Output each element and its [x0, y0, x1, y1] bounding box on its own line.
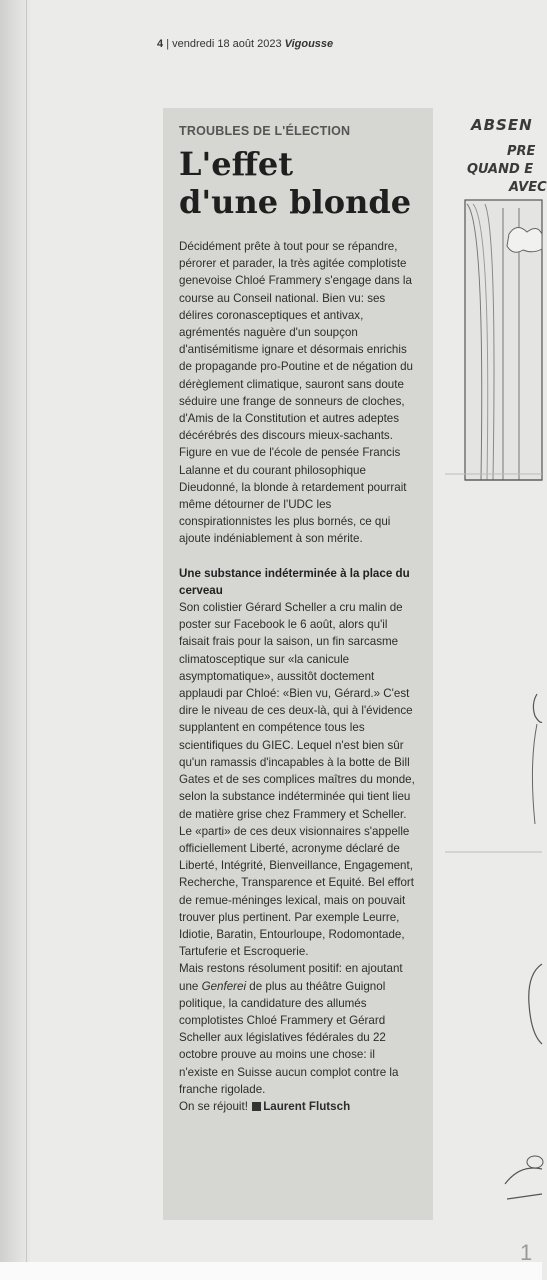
paragraph-4: [179, 960, 417, 1098]
comic-text-4: AVEC: [509, 180, 547, 195]
page-number: 4: [157, 38, 164, 50]
page-bottom-edge: [0, 1262, 542, 1280]
article-subhead: Une substance indéterminée à la place du cerveau: [179, 566, 410, 597]
paragraph-2: Son colistier Gérard Scheller a cru malin de poster sur Facebook le 6 août, alors qu'il faisait frais pour la saison, un fin sarcasme climatosceptique sur «la canicule asymptomatique», aussitôt doctement applaudi par Chloé: «Bien vu, Gérard.» C'est dire le niveau de ces deux-là, qui à l'évidence supplantent en compétence tous les scientifiques du GIEC. Lequel n'est bien sûr qu'un ramassis d'incapables à la botte de Bill Gates et de ses complices maîtres du monde, selon la substance indéterminée qui tient lieu de matière grise chez Frammery et Scheller.: [179, 601, 415, 821]
article-body: [179, 238, 417, 1115]
comic-text-1: ABSEN: [471, 116, 533, 134]
comic-text-2: PRE: [507, 144, 536, 159]
byline-square-icon: [252, 1102, 261, 1111]
page-corner-number: 1: [520, 1240, 533, 1265]
comic-panel-drawing: [445, 104, 542, 1280]
comic-column: [445, 104, 547, 1280]
comic-text-3: QUAND E: [467, 162, 534, 177]
closing-text: On se réjouit!: [179, 1099, 248, 1113]
article-headline: [179, 145, 429, 221]
publication-name: Vigousse: [284, 38, 334, 50]
page-fold: [26, 0, 27, 1280]
lead-paragraph: Décidément prête à tout pour se répandre, pérorer et parader, la très agitée complotiste genevoise Chloé Frammery s'engage dans la course au Conseil national. Bien vu: ses délires coronasceptiques et antivax, agrémentés naguère d'un soupçon d'antisémitisme ignare et désormais enrichis de propagande pro-Poutine et de négation du dérèglement climatique, sauront sans doute séduire une frange de sonneurs de cloches, d'Amis de la Constitution et autres adeptes décérébrés des discours mieux-sachants. Figure en vue de l'école de pensée Francis Lalanne et du courant philosophique Dieudonné, la blonde à retardement pourrait même détourner de l'UDC les conspirationnistes les plus bornés, ce qui ajoute indéniablement à son mérite.: [179, 240, 413, 546]
author-byline: Laurent Flutsch: [263, 1099, 351, 1113]
paragraph-4-italic: Genferei: [201, 979, 247, 993]
headline-line-1: L'effet: [179, 145, 294, 183]
paragraph-3: Le «parti» de ces deux visionnaires s'appelle officiellement Liberté, acronyme déclaré de Liberté, Intégrité, Bienveillance, Engagement, Recherche, Transparence et Equité. Bel effort de remue-méninges lexical, mais on pouvait trouver plus pertinent. Par exemple Leurre, Idiotie, Baratin, Entourloupe, Rodomontade, Tartuferie et Escroquerie.: [179, 824, 415, 959]
article-kicker: TROUBLES DE L'ÉLECTION: [179, 124, 351, 138]
page-header: [157, 38, 333, 50]
paragraph-4-start: Mais restons résolument positif: en ajoutant une: [179, 962, 403, 993]
closing-line: [179, 1098, 417, 1115]
paragraph-4-end: de plus au théâtre Guignol politique, la candidature des allumés complotistes Chloé Frammery et Gérard Scheller aux législatives fédérales du 22 octobre prouve au moins une chose: il n'existe en Suisse aucun complot contre la franche rigolade.: [179, 979, 399, 1096]
issue-date: | vendredi 18 août 2023: [166, 38, 282, 50]
headline-line-2: d'une blonde: [179, 183, 412, 221]
